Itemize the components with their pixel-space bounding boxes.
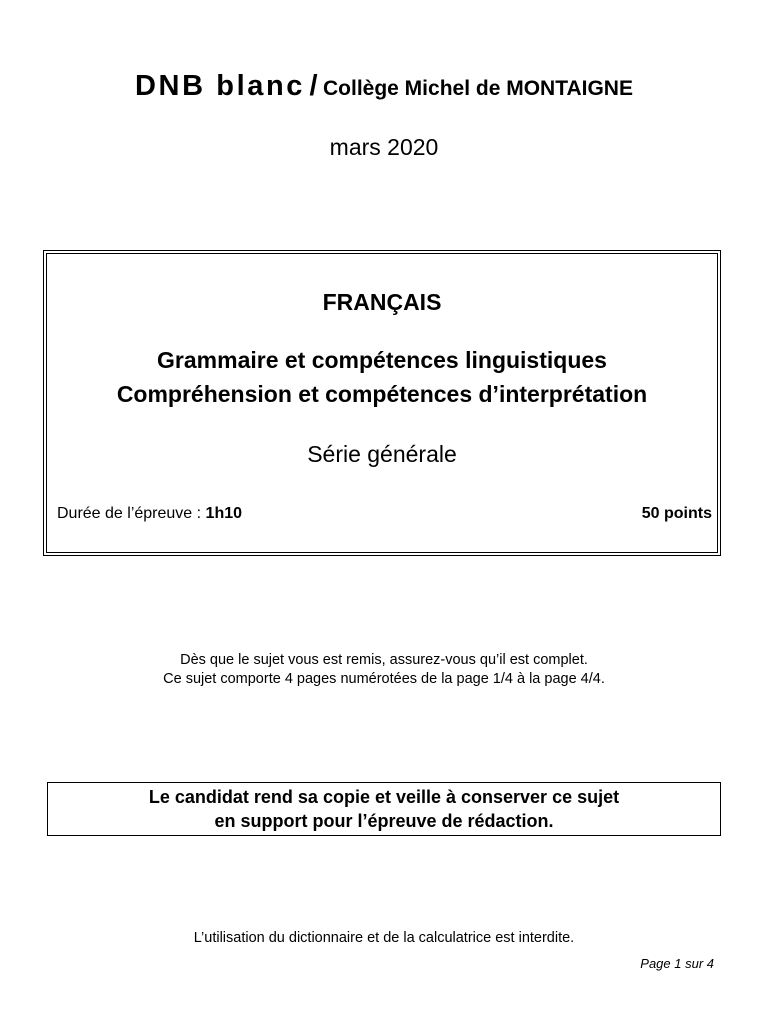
- college-name: Collège Michel de MONTAIGNE: [323, 77, 633, 100]
- title-separator: /: [309, 70, 319, 102]
- dictionary-calculator-rule: L’utilisation du dictionnaire et de la calculatrice est interdite.: [193, 930, 575, 946]
- page-title: [0, 70, 768, 103]
- competence-comprehension: Compréhension et compétences d’interprétation: [116, 381, 648, 407]
- page-number: Page 1 sur 4: [640, 956, 714, 971]
- exam-duration: [57, 505, 242, 523]
- exam-points: 50 points: [641, 505, 712, 522]
- duration-value: 1h10: [205, 505, 243, 522]
- exam-date: mars 2020: [329, 134, 439, 160]
- competence-grammar: Grammaire et compétences linguistiques: [157, 347, 607, 373]
- notice-complete-check: Dès que le sujet vous est remis, assurez-vous qu’il est complet.: [180, 652, 588, 668]
- candidate-instruction-box: [47, 782, 721, 836]
- subject-box: [46, 253, 718, 553]
- candidate-instruction-line-2: en support pour l’épreuve de rédaction.: [214, 811, 554, 831]
- exam-series: Série générale: [307, 441, 457, 467]
- duration-label: Durée de l’épreuve :: [57, 505, 202, 522]
- candidate-instruction-line-1: Le candidat rend sa copie et veille à conserver ce sujet: [148, 787, 620, 807]
- exam-title: DNB blanc: [135, 70, 306, 102]
- notice-page-count: Ce sujet comporte 4 pages numérotées de la page 1/4 à la page 4/4.: [163, 671, 605, 687]
- subject-title: FRANÇAIS: [322, 289, 442, 315]
